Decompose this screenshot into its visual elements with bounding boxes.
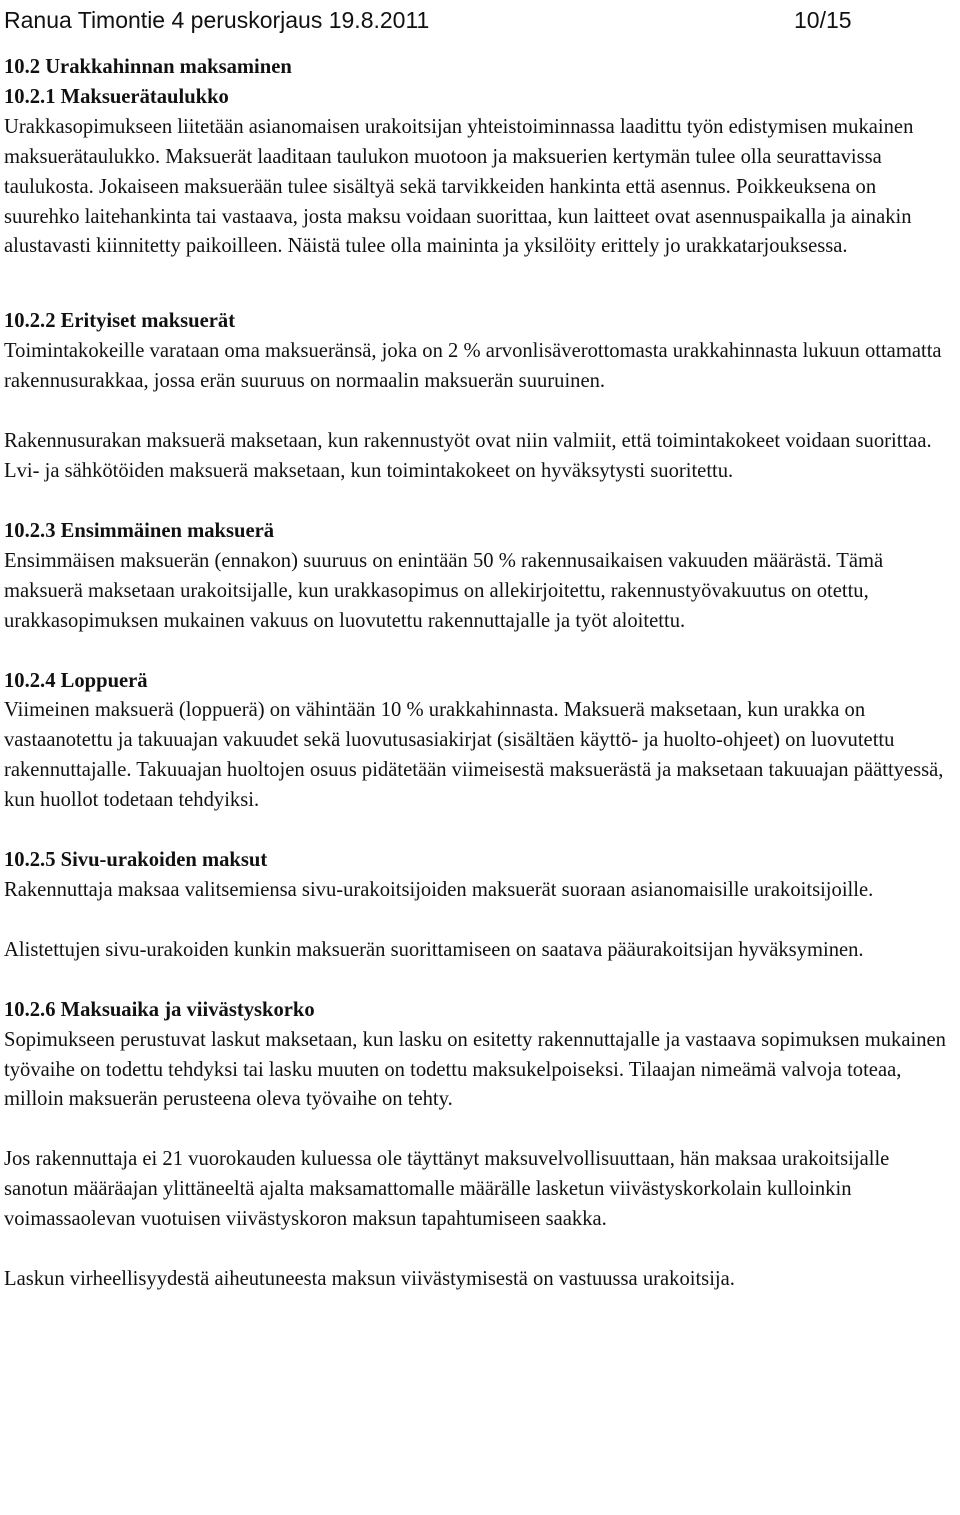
subsection-heading-ensimmainen: 10.2.3 Ensimmäinen maksuerä [4, 519, 275, 542]
paragraph: Urakkasopimukseen liitetään asianomaisen urakoitsijan yhteistoiminnassa laadittu työn edistymisen mukainen maksuerätaulukko. Maksuerät laaditaan taulukon muotoon ja maksuerien kertymän tulee olla seurattavissa taulukosta. Jokaiseen maksuerään tulee sisältyä sekä tarvikkeiden hankinta että asennus. Poikkeuksena on suurehko laitehankinta tai vastaava, josta maksu voidaan suorittaa, kun laitteet ovat asennuspaikalla ja ainakin alustavasti kiinnitetty paikoilleen. Näistä tulee olla maininta ja yksilöity erittely jo urakkatarjouksessa. [4, 115, 914, 258]
paragraph: Rakennuttaja maksaa valitsemiensa sivu-urakoitsijoiden maksuerät suoraan asianomaisille urakoitsijoille. [4, 878, 874, 901]
paragraph: Laskun virheellisyydestä aiheutuneesta maksun viivästymisestä on vastuussa urakoitsija. [4, 1268, 735, 1291]
subsection-heading-erityiset: 10.2.2 Erityiset maksuerät [4, 310, 236, 333]
subsection-heading-loppuera: 10.2.4 Loppuerä [4, 669, 148, 692]
subsection-heading-maksueratauluko: 10.2.1 Maksuerätaulukko [4, 85, 229, 108]
subsection-heading-sivu-urakat: 10.2.5 Sivu-urakoiden maksut [4, 849, 268, 872]
paragraph: Sopimukseen perustuvat laskut maksetaan, kun lasku on esitetty rakennuttajalle ja vastaava sopimuksen mukainen työvaihe on todettu tehdyksi tai lasku muuten on todettu maksukelpoiseksi. Tilaajan nimeämä valvoja toteaa, milloin maksuerän perusteena oleva työvaihe on tehty. [4, 1028, 946, 1111]
document-body [4, 53, 956, 1295]
paragraph: Toimintakokeille varataan oma maksueränsä, joka on 2 % arvonlisäverottomasta urakkahinnasta lukuun ottamatta rakennusurakkaa, jossa erän suuruus on normaalin maksuerän suuruinen. [4, 340, 942, 393]
paragraph: Alistettujen sivu-urakoiden kunkin maksuerän suorittamiseen on saatava pääurakoitsijan hyväksyminen. [4, 938, 864, 961]
page-number: 10/15 [794, 7, 852, 33]
paragraph: Rakennusurakan maksuerä maksetaan, kun rakennustyöt ovat niin valmiit, että toimintakokeet voidaan suorittaa. Lvi- ja sähkötöiden maksuerä maksetaan, kun toimintakokeet on hyväksytysti suoritettu. [4, 430, 932, 482]
paragraph: Jos rakennuttaja ei 21 vuorokauden kuluessa ole täyttänyt maksuvelvollisuuttaan, hän maksaa urakoitsijalle sanotun määräajan ylittäneeltä ajalta maksamattomalle määrälle lasketun viivästyskorkolain kulloinkin voimassaolevan vuotuisen viivästyskoron maksun tapahtumiseen saakka. [4, 1148, 890, 1231]
section-heading: 10.2 Urakkahinnan maksaminen [4, 56, 292, 78]
paragraph: Ensimmäisen maksuerän (ennakon) suuruus on enintään 50 % rakennusaikaisen vakuuden määrästä. Tämä maksuerä maksetaan urakoitsijalle, kun urakkasopimus on allekirjoitettu, rakennustyövakuutus on otettu, urakkasopimuksen mukainen vakuus on luovutettu rakennuttajalle ja työt aloitettu. [4, 549, 884, 632]
paragraph: Viimeinen maksuerä (loppuerä) on vähintään 10 % urakkahinnasta. Maksuerä maksetaan, kun urakka on vastaanotettu ja takuuajan vakuudet sekä luovutusasiakirjat (sisältäen käyttö- ja huolto-ohjeet) on luovutettu rakennuttajalle. Takuuajan huoltojen osuus pidätetään viimeisestä maksuerästä ja maksetaan takuuajan päättyessä, kun huollot todetaan tehdyiksi. [4, 699, 944, 812]
subsection-heading-maksuaika: 10.2.6 Maksuaika ja viivästyskorko [4, 998, 315, 1021]
document-title: Ranua Timontie 4 peruskorjaus 19.8.2011 [4, 7, 430, 33]
page-header [4, 2, 944, 38]
